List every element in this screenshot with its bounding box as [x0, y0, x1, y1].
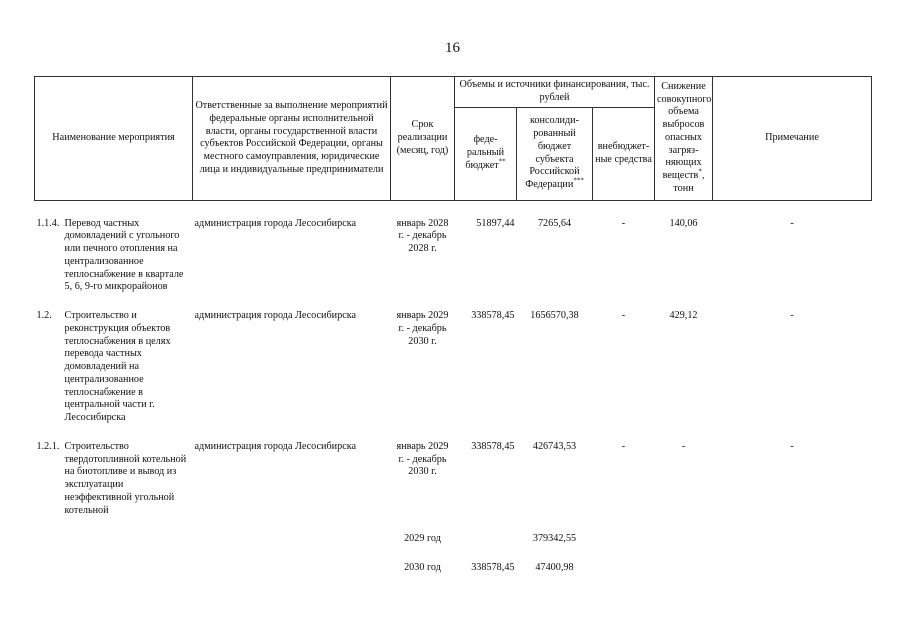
header-reduction-unit: , тонн — [673, 170, 705, 194]
measure-name: Строительство твердотопливной котельной на биотопливе и вывод из эксплуатации неэффективной угольной котельной — [64, 440, 187, 516]
year-label: 2030 год — [404, 562, 441, 573]
measure-note: - — [790, 217, 794, 229]
measure-offbudget: - — [621, 310, 626, 321]
measure-name-cell — [35, 217, 193, 296]
year-row — [35, 532, 872, 547]
measure-code: 1.1.4. — [36, 217, 60, 229]
measure-reduction: - — [681, 440, 686, 452]
measure-note: - — [790, 440, 794, 452]
header-funding: Объемы и источники финансирования, тыс. рублей — [455, 77, 655, 108]
year-regional: 379342,55 — [532, 533, 577, 545]
measure-responsible: администрация города Лесосибирска — [194, 217, 357, 229]
measure-note: - — [790, 310, 794, 321]
measure-regional: 7265,64 — [537, 217, 572, 229]
measure-federal: 51897,44 — [476, 217, 515, 229]
header-regional-mark: *** — [573, 176, 584, 185]
measure-term: январь 2028 г. - декабрь 2028 г. — [396, 217, 449, 254]
year-federal: 338578,45 — [471, 562, 515, 573]
header-term: Срок реализации (месяц, год) — [391, 77, 455, 201]
header-federal-text: феде-ральный бюджет — [465, 134, 505, 171]
header-federal — [455, 107, 517, 200]
table-row — [35, 440, 872, 519]
table-row — [35, 309, 872, 426]
header-reduction-mark: * — [698, 167, 702, 176]
header-regional-text: консолиди-рованный бюджет субъекта Российской Федерации — [525, 115, 580, 190]
header-reduction — [655, 77, 713, 201]
measure-responsible: администрация города Лесосибирска — [194, 310, 357, 321]
measure-offbudget: - — [621, 440, 626, 452]
year-row — [35, 561, 872, 576]
measure-offbudget: - — [621, 217, 626, 229]
header-note: Примечание — [713, 77, 872, 201]
measure-regional: 1656570,38 — [530, 310, 579, 321]
header-regional — [517, 107, 593, 200]
measure-name: Перевод частных домовладений с угольного или печного отопления на централизованное теплоснабжение в квартале 5, 6, 9-го микрорайонов — [64, 217, 184, 293]
measure-code: 1.2. — [36, 310, 52, 321]
year-regional: 47400,98 — [535, 562, 574, 573]
header-offbudget: внебюджет-ные средства — [593, 107, 655, 200]
measure-term: январь 2029 г. - декабрь 2030 г. — [396, 310, 449, 347]
measure-code: 1.2.1. — [36, 440, 60, 452]
measure-reduction: 429,12 — [669, 310, 698, 321]
header-reduction-text: Снижение совокупного объема выбросов опасных загряз-няющих веществ — [657, 80, 712, 182]
measure-name-cell — [35, 440, 193, 519]
measure-federal: 338578,45 — [471, 310, 515, 321]
measure-term: январь 2029 г. - декабрь 2030 г. — [396, 440, 449, 478]
page-number: 16 — [445, 40, 460, 56]
measure-reduction: 140,06 — [669, 217, 698, 229]
measure-regional: 426743,53 — [532, 440, 577, 452]
year-federal — [455, 532, 517, 547]
header-row — [35, 77, 872, 108]
measures-table — [34, 76, 872, 576]
header-federal-mark: ** — [498, 157, 506, 166]
measure-name: Строительство и реконструкция объектов теплоснабжения в целях перевода частных домовладений на централизованное теплоснабжение в центральной части г. Лесосибирска — [64, 310, 171, 423]
header-responsible: Ответственные за выполнение мероприятий федеральные органы исполнительной власти, органы государственной власти субъектов Российской Федерации, органы местного самоуправления, юридические лица и индивидуальные предприниматели — [193, 77, 391, 201]
measure-name-cell — [35, 309, 193, 426]
header-name: Наименование мероприятия — [35, 77, 193, 201]
table-row — [35, 217, 872, 296]
measure-federal: 338578,45 — [471, 440, 515, 452]
measure-responsible: администрация города Лесосибирска — [194, 440, 357, 452]
year-label: 2029 год — [404, 533, 441, 545]
